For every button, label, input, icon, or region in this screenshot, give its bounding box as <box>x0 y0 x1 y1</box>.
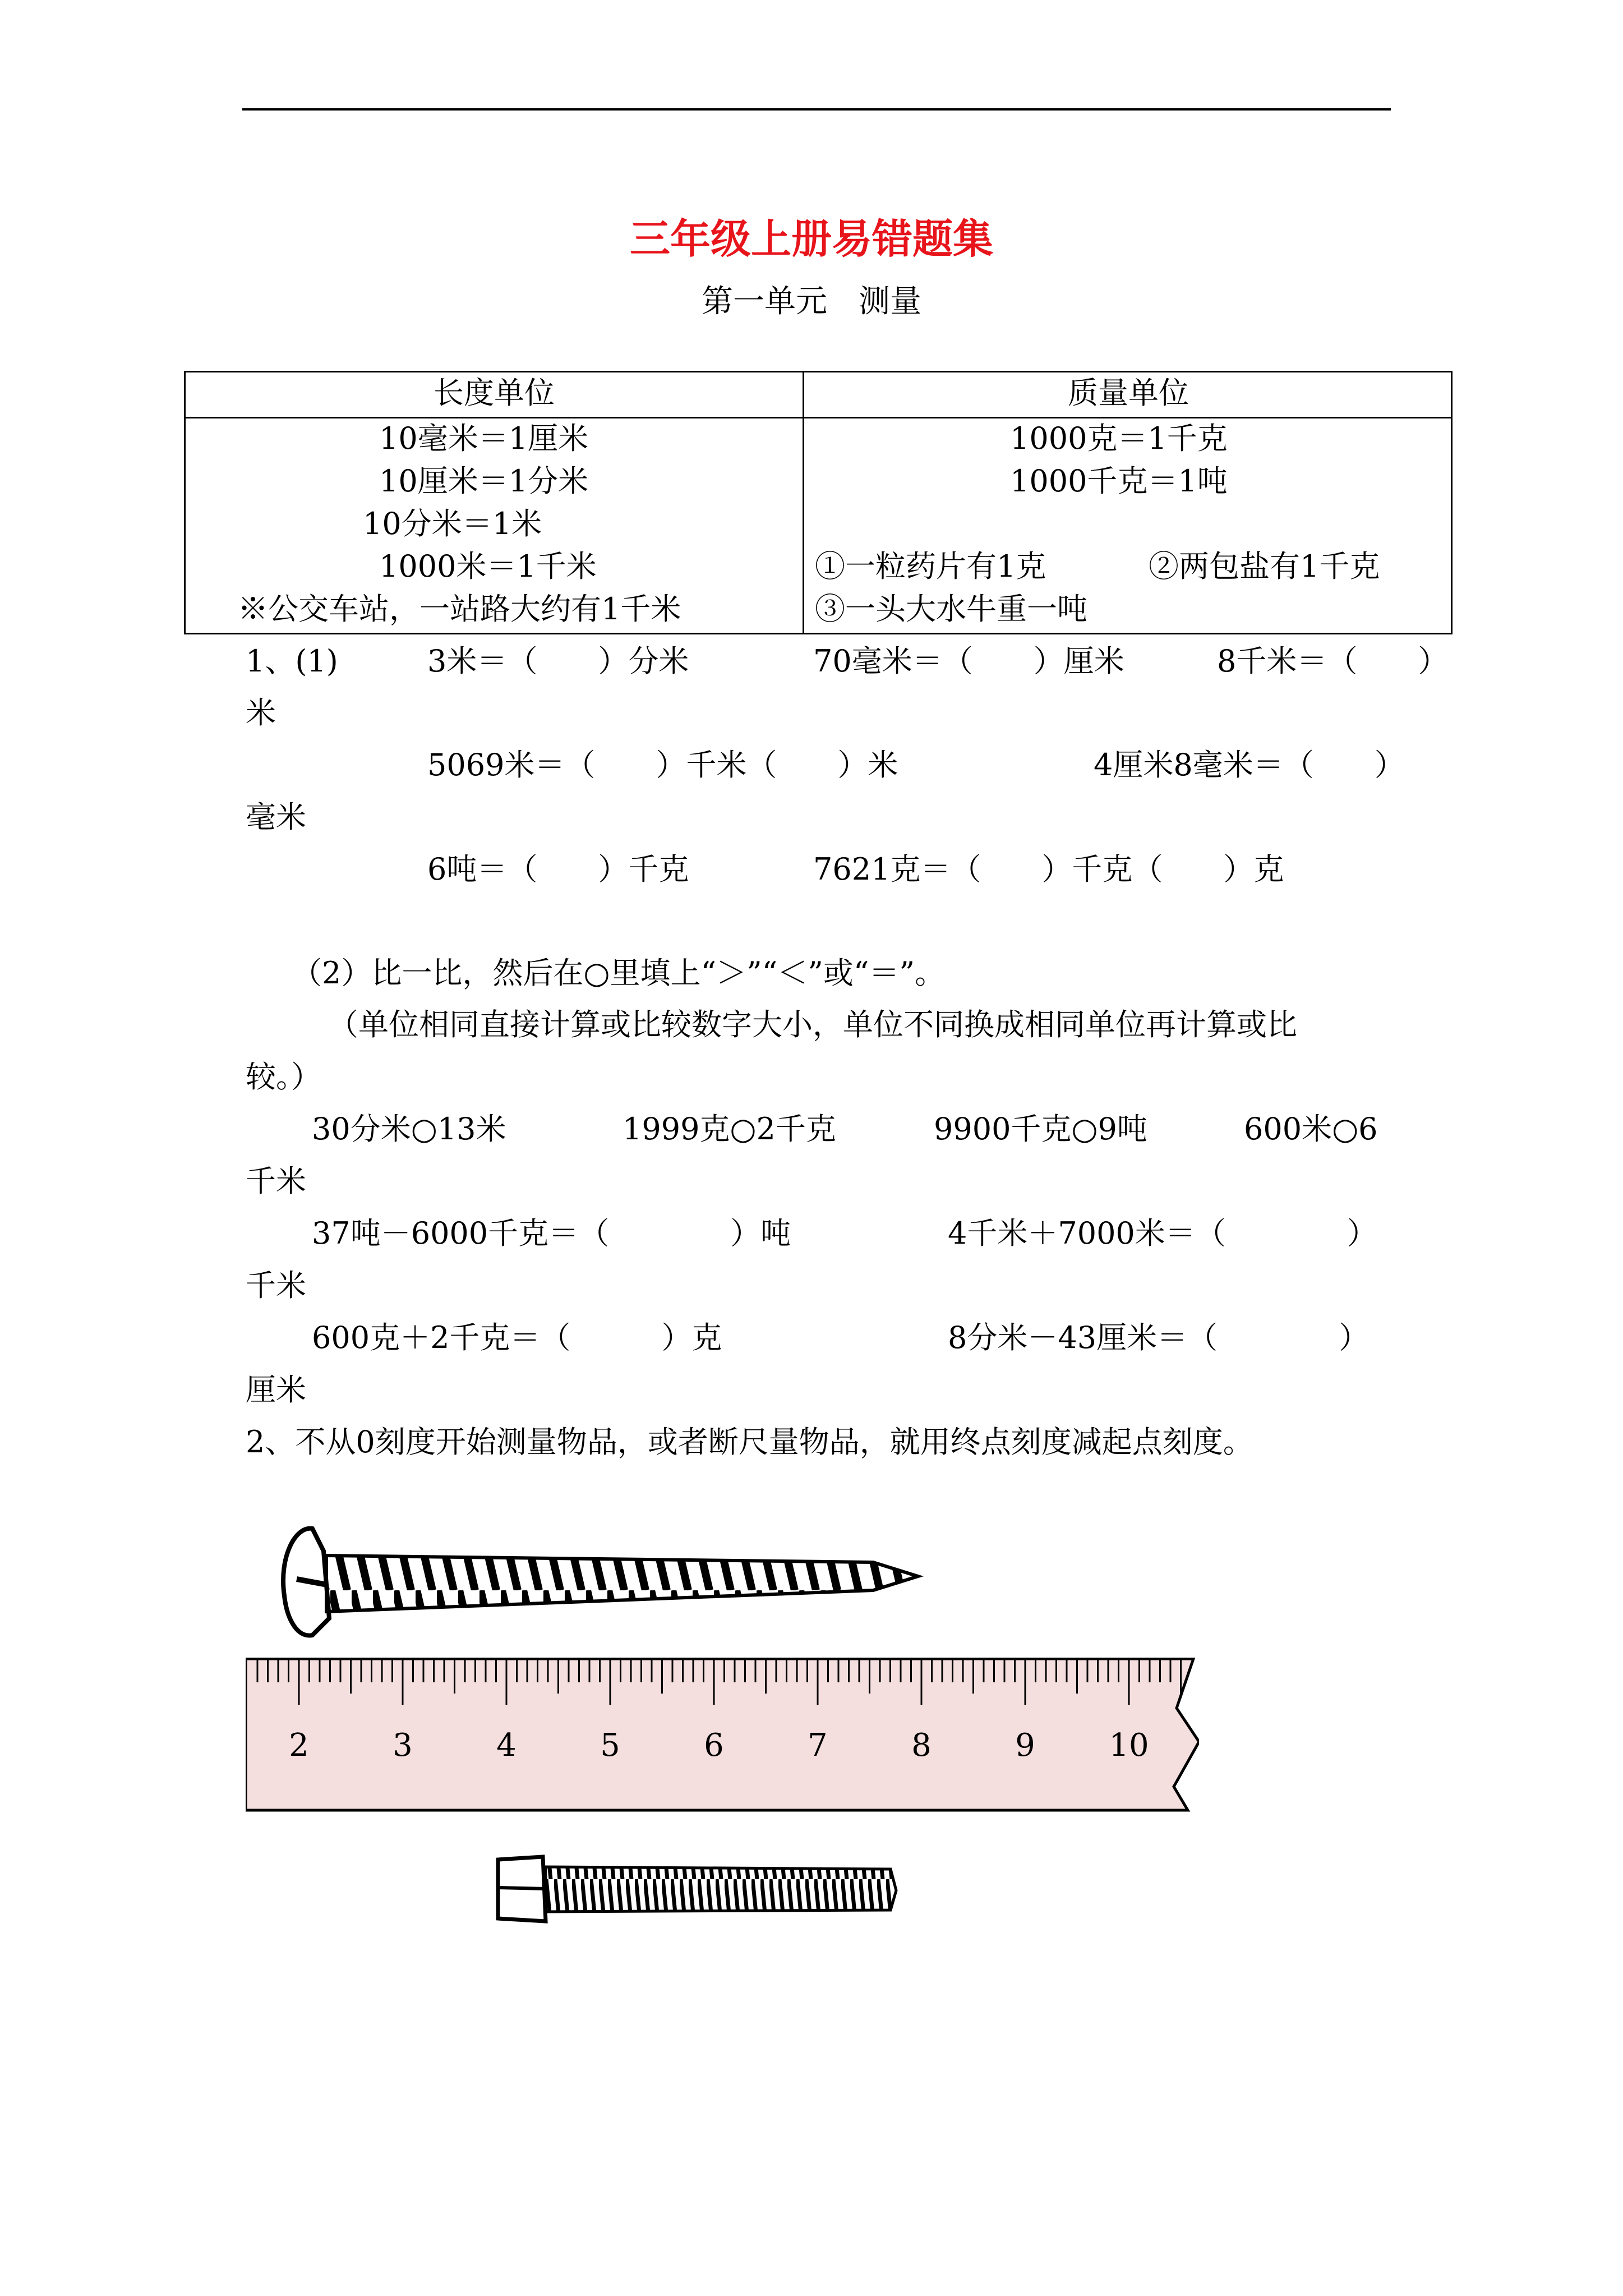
calc-item: 8分米－43厘米＝（ ） <box>948 1320 1370 1355</box>
ruler-label: 3 <box>393 1727 413 1764</box>
q1-2-hint: （单位相同直接计算或比较数字大小，单位不同换成相同单位再计算或比 <box>328 1007 1297 1042</box>
units-table <box>184 371 1453 634</box>
ruler-label: 5 <box>600 1727 620 1764</box>
compare-item: 600米○6 <box>1244 1111 1378 1147</box>
mass-example: ③一头大水牛重一吨 <box>815 591 1087 627</box>
q1-item: 4厘米8毫米＝（ ） <box>1094 747 1405 783</box>
compare-item: 1999克○2千克 <box>623 1111 836 1147</box>
calc-wrap: 厘米 <box>246 1372 306 1407</box>
wood-screw-image <box>245 1523 957 1644</box>
q1-item: 3米＝（ ）分米 <box>427 643 689 679</box>
length-line: 10厘米＝1分米 <box>379 463 589 499</box>
ruler-label: 6 <box>704 1727 724 1764</box>
q1-item: 70毫米＝（ ）厘米 <box>813 643 1124 679</box>
length-line: 10毫米＝1厘米 <box>379 421 589 456</box>
compare-item: 30分米○13米 <box>312 1111 506 1147</box>
q1-label: 1、(1) <box>246 643 338 679</box>
ruler-label: 2 <box>289 1727 309 1764</box>
calc-item: 4千米＋7000米＝（ ） <box>948 1216 1377 1251</box>
ruler-label: 8 <box>911 1727 932 1764</box>
length-line: 10分米＝1米 <box>363 506 542 541</box>
mass-line: 1000千克＝1吨 <box>1010 463 1228 499</box>
q1-2-instruction: （2）比一比，然后在○里填上“＞”“＜”或“＝”。 <box>292 955 946 991</box>
ruler-label: 9 <box>1015 1727 1035 1764</box>
page-title: 三年级上册易错题集 <box>629 215 993 263</box>
compare-item: 9900千克○9吨 <box>934 1111 1147 1147</box>
mass-example: ②两包盐有1千克 <box>1149 549 1380 584</box>
calc-item: 600克＋2千克＝（ ）克 <box>312 1320 722 1355</box>
q1-item: 6吨＝（ ）千克 <box>427 852 689 887</box>
length-line: 1000米＝1千米 <box>379 549 597 584</box>
mass-example: ①一粒药片有1克 <box>815 549 1046 584</box>
header-mass-units: 质量单位 <box>1068 375 1189 411</box>
q1-2-hint: 较。） <box>246 1059 321 1094</box>
table-header-rule <box>186 417 1451 418</box>
q2-text: 2、不从0刻度开始测量物品，或者断尺量物品，就用终点刻度减起点刻度。 <box>246 1424 1253 1460</box>
table-divider <box>803 372 804 633</box>
calc-item: 37吨－6000千克＝（ ）吨 <box>312 1216 791 1251</box>
hex-bolt-image <box>464 1834 913 1947</box>
compare-wrap: 千米 <box>246 1163 306 1199</box>
q1-item: 5069米＝（ ）千米（ ）米 <box>427 747 898 783</box>
q1-item: 8千米＝（ ） <box>1217 643 1449 679</box>
header-rule <box>242 108 1391 111</box>
q1-item: 7621克＝（ ）千克（ ）克 <box>813 852 1284 887</box>
broken-ruler <box>246 1658 1199 1826</box>
q1-wrap: 毫米 <box>246 799 306 835</box>
header-length-units: 长度单位 <box>434 375 555 411</box>
mass-line: 1000克＝1千克 <box>1010 421 1228 456</box>
unit-subtitle: 第一单元 测量 <box>702 283 921 320</box>
q1-wrap: 米 <box>246 695 276 730</box>
ruler-label: 7 <box>808 1727 828 1764</box>
ruler-label: 10 <box>1109 1727 1149 1764</box>
length-line: ※公交车站，一站路大约有1千米 <box>238 591 681 627</box>
ruler-label: 4 <box>496 1727 517 1764</box>
calc-wrap: 千米 <box>246 1268 306 1303</box>
